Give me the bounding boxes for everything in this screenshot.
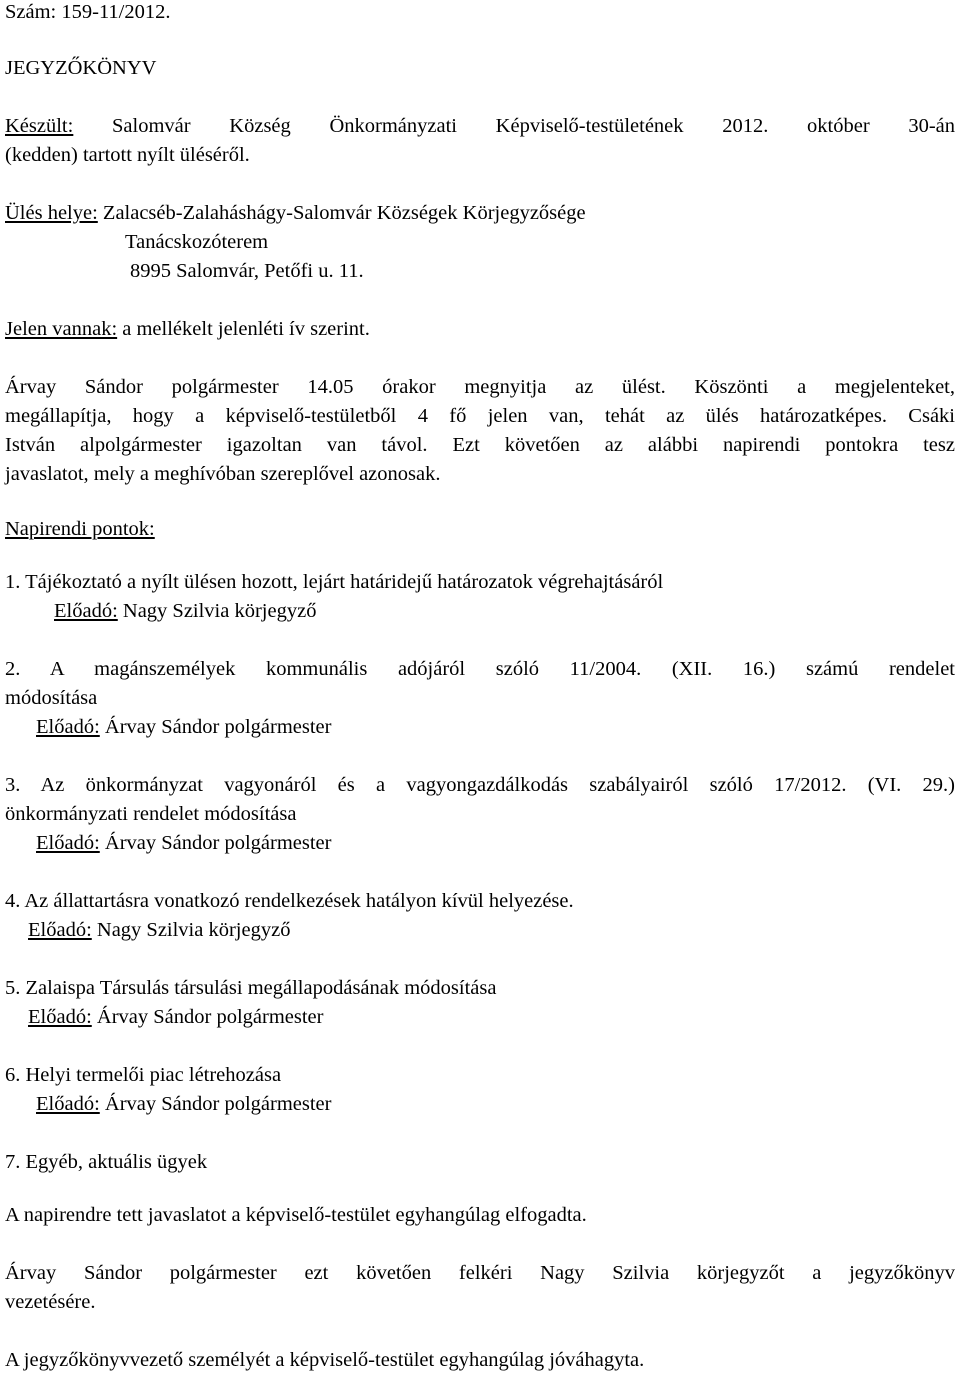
venue-line-1 [5, 199, 586, 228]
agenda-item-4: 4. Az állattartásra vonatkozó rendelkezések hatályon kívül helyezése. [5, 890, 574, 912]
document-number: Szám: 159-11/2012. [5, 1, 171, 23]
made-text-1: Salomvár Község Önkormányzati Képviselő-testületének 2012. október 30-án [112, 115, 956, 137]
agenda-item-3-presenter [36, 829, 331, 858]
opening-line-2: megállapítja, hogy a képviselő-testületből 4 fő jelen van, tehát az ülés határozatképes. Csáki [5, 405, 955, 427]
made-line-2: (kedden) tartott nyílt üléséről. [5, 144, 250, 166]
presenter-label: Előadó: [36, 1093, 100, 1115]
venue-address-1: Zalacséb-Zalaháshágy-Salomvár Községek Körjegyzősége [102, 202, 586, 224]
agenda-item-3: 3. Az önkormányzat vagyonáról és a vagyongazdálkodás szabályairól szóló 17/2012. (VI. 29.) [5, 774, 955, 796]
agenda-item-5: 5. Zalaispa Társulás társulási megállapodásának módosítása [5, 977, 497, 999]
presenter-name: Árvay Sándor polgármester [104, 832, 332, 854]
request-line-1: Árvay Sándor polgármester ezt követően felkéri Nagy Szilvia körjegyzőt a jegyzőkönyv [5, 1262, 955, 1284]
present-line [5, 315, 370, 344]
agenda-item-2-line-2: módosítása [5, 687, 98, 709]
presenter-label: Előadó: [36, 716, 100, 738]
opening-line-3: István alpolgármester igazoltan van távol. Ezt követően az alábbi napirendi pontokra tesz [5, 434, 955, 456]
venue-line-3: 8995 Salomvár, Petőfi u. 11. [130, 260, 364, 282]
recorder-approved: A jegyzőkönyvvezető személyét a képviselő-testület egyhangúlag jóváhagyta. [5, 1349, 645, 1371]
presenter-label: Előadó: [28, 919, 92, 941]
agenda-accepted: A napirendre tett javaslatot a képviselő-testület egyhangúlag elfogadta. [5, 1204, 587, 1226]
agenda-item-3-line-2: önkormányzati rendelet módosítása [5, 803, 297, 825]
agenda-item-1: 1. Tájékoztató a nyílt ülésen hozott, lejárt határidejű határozatok végrehajtásáról [5, 571, 664, 593]
agenda-item-4-presenter [28, 916, 290, 945]
opening-line-4: javaslatot, mely a meghívóban szereplővel azonosak. [5, 463, 441, 485]
made-label: Készült: [5, 115, 74, 137]
present-label: Jelen vannak: [5, 318, 118, 340]
document-title: JEGYZŐKÖNYV [5, 57, 157, 79]
presenter-label: Előadó: [54, 600, 118, 622]
agenda-heading: Napirendi pontok: [5, 518, 155, 540]
agenda-item-1-presenter [54, 597, 316, 626]
agenda-item-5-presenter [28, 1003, 323, 1032]
request-line-2: vezetésére. [5, 1291, 96, 1313]
opening-line-1: Árvay Sándor polgármester 14.05 órakor megnyitja az ülést. Köszönti a megjelenteket, [5, 376, 955, 398]
presenter-label: Előadó: [28, 1006, 92, 1028]
presenter-name: Árvay Sándor polgármester [104, 716, 332, 738]
agenda-item-2: 2. A magánszemélyek kommunális adójáról szóló 11/2004. (XII. 16.) számú rendelet [5, 658, 955, 680]
agenda-item-2-presenter [36, 713, 331, 742]
present-text: a mellékelt jelenléti ív szerint. [122, 318, 370, 340]
presenter-name: Nagy Szilvia körjegyző [96, 919, 291, 941]
venue-label: Ülés helye: [5, 202, 98, 224]
venue-line-2: Tanácskozóterem [125, 231, 269, 253]
made-line-1 [5, 112, 955, 141]
presenter-label: Előadó: [36, 832, 100, 854]
presenter-name: Árvay Sándor polgármester [104, 1093, 332, 1115]
agenda-item-7: 7. Egyéb, aktuális ügyek [5, 1151, 208, 1173]
agenda-item-6: 6. Helyi termelői piac létrehozása [5, 1064, 282, 1086]
presenter-name: Nagy Szilvia körjegyző [122, 600, 317, 622]
agenda-item-6-presenter [36, 1090, 331, 1119]
presenter-name: Árvay Sándor polgármester [96, 1006, 324, 1028]
